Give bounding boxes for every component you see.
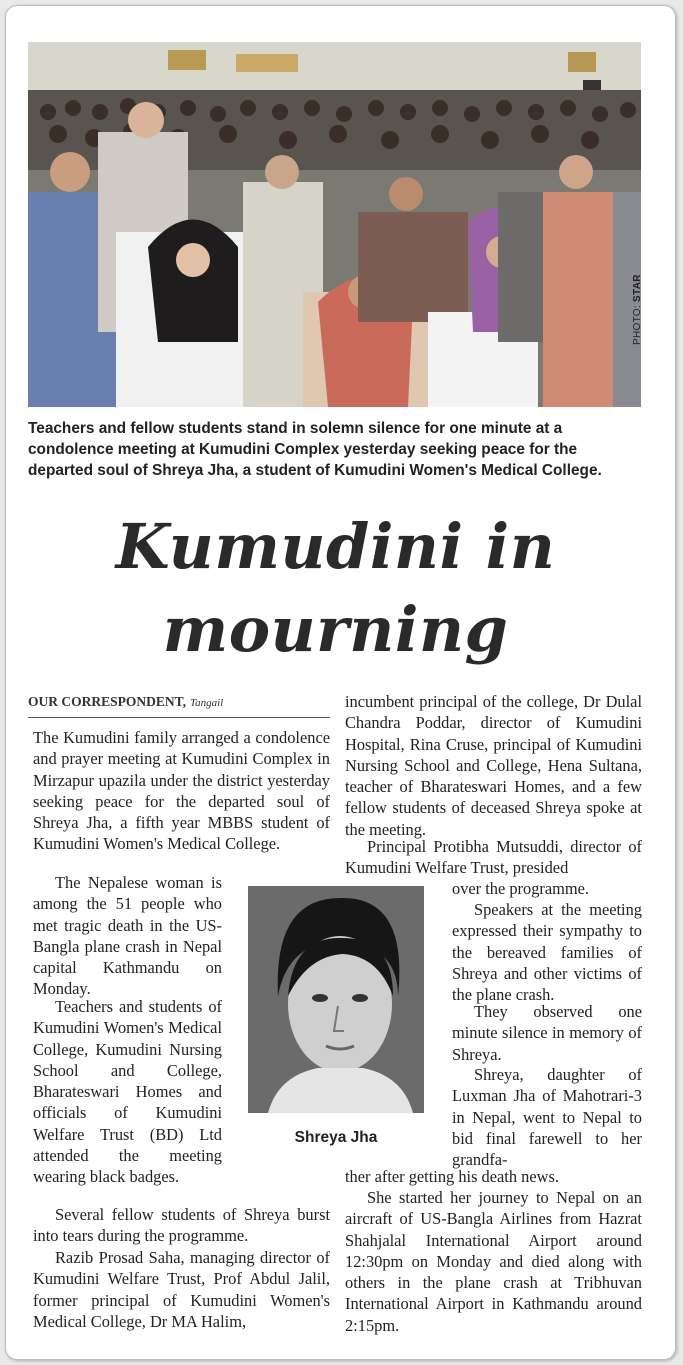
article-paragraph-2: The Nepalese woman is among the 51 people who met tragic death in the US-Bangla plane crash in Nepal capital Kathmandu on Monday. [33, 873, 222, 999]
article-paragraph-5: Razib Prosad Saha, managing director of Kumudini Welfare Trust, Prof Abdul Jalil, former principal of Kumudini Women's Medical College, Dr MA Halim, [33, 1248, 330, 1331]
article-paragraph-4: Several fellow students of Shreya burst into tears during the programme. [33, 1205, 330, 1246]
headline-line-2: mourning [162, 593, 509, 666]
photo-credit: PHOTO: STAR [632, 274, 643, 345]
headline-line-1: Kumudini in [115, 510, 556, 583]
article-paragraph-5-continued: incumbent principal of the college, Dr Dulal Chandra Poddar, director of Kumudini Hospital, Rina Cruse, principal of Kumudini Nursing School and College, Hena Sultana, teacher of Bharateswari Homes, and a few fellow students of deceased Shreya spoke at the meeting. [345, 692, 642, 839]
article-paragraph-3: Teachers and students of Kumudini Women's Medical College, Kumudini Nursing School and College, Bharateswari Homes and officials of Kumudini Welfare Trust (BD) Ltd attended the meeting wearing black badges. [33, 997, 222, 1187]
photo-caption: Teachers and fellow students stand in solemn silence for one minute at a condolence meeting at Kumudini Complex yesterday seeking peace for the departed soul of Shreya Jha, a student of Kumudini Women's Medical College. [28, 420, 602, 479]
article-paragraph-9-continued: ther after getting his death news. [345, 1167, 559, 1186]
byline-author: OUR CORRESPONDENT, [28, 694, 187, 709]
article-paragraph-6-continued: over the programme. [452, 879, 589, 898]
portrait-illustration [248, 886, 424, 1113]
article-paragraph-10: She started her journey to Nepal on an aircraft of US-Bangla Airlines from Hazrat Shahjalal International Airport around 12:30pm on Monday and died along with others in the plane crash at Tribhuvan International Airport in Kathmandu around 2:15pm. [345, 1188, 642, 1335]
byline-location: Tangail [190, 697, 224, 709]
crowd-illustration [28, 42, 641, 407]
article-paragraph-8: They observed one minute silence in memory of Shreya. [452, 1002, 642, 1064]
headline [28, 505, 643, 671]
byline [28, 694, 328, 710]
byline-rule [28, 717, 330, 718]
shreya-jha-portrait [248, 886, 424, 1113]
article-paragraph-6: Principal Protibha Mutsuddi, director of Kumudini Welfare Trust, presided [345, 837, 642, 878]
condolence-meeting-photo [28, 42, 641, 407]
article-paragraph-9: Shreya, daughter of Luxman Jha of Mahotrari-3 in Nepal, went to Nepal to bid final farewell to her grandfa- [452, 1065, 642, 1170]
portrait-caption: Shreya Jha [294, 1129, 378, 1146]
article-paragraph-1: The Kumudini family arranged a condolence and prayer meeting at Kumudini Complex in Mirzapur upazila under the district yesterday seeking peace for the departed soul of Shreya Jha, a fifth year MBBS student of Kumudini Women's Medical College. [33, 728, 330, 854]
article-paragraph-7: Speakers at the meeting expressed their sympathy to the bereaved families of Shreya and other victims of the plane crash. [452, 900, 642, 1005]
